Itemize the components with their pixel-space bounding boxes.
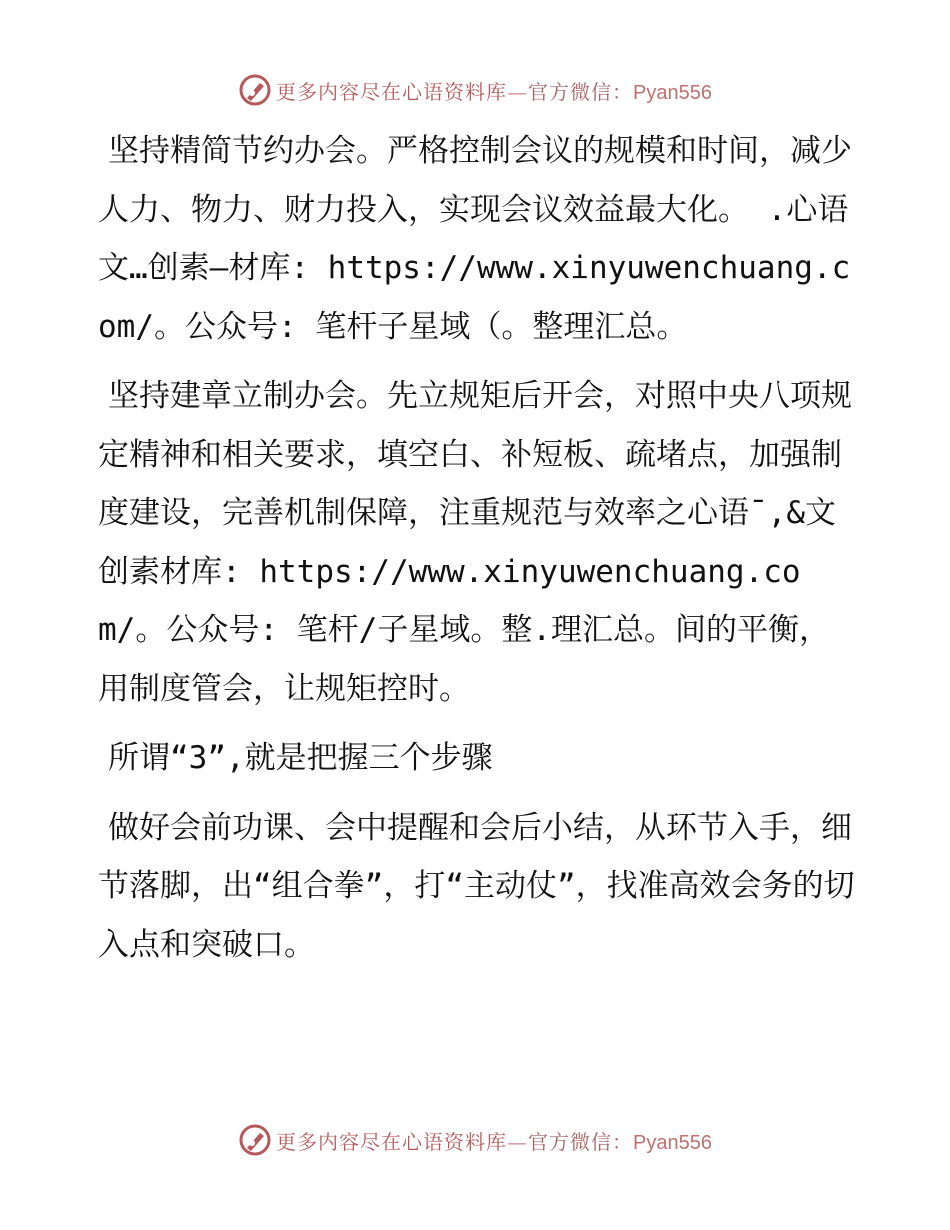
header-banner-main: 更多内容尽在心语资料库 [276,79,508,104]
pen-seal-icon [238,73,272,107]
header-watermark-banner [0,68,950,112]
footer-banner-main: 更多内容尽在心语资料库 [276,1129,508,1154]
header-banner-wechat: 官方微信： [528,79,634,104]
footer-banner-text [276,1126,712,1155]
paragraph-3: 所谓“3”,就是把握三个步骤 [108,740,493,776]
header-banner-text [276,76,712,105]
header-banner-id: Pyan556 [633,81,712,104]
footer-banner-id: Pyan556 [633,1131,712,1154]
header-banner-dash: — [507,79,529,104]
paragraph-4: 做好会前功课、会中提醒和会后小结，从环节入手，细节落脚，出“组合拳”，打“主动仗”，找准高效会务的切入点和突破口。 [98,809,855,963]
pen-seal-icon [238,1123,272,1157]
paragraph-2: 坚持建章立制办会。先立规矩后开会，对照中央八项规定精神和相关要求，填空白、补短板、疏堵点，加强制度建设，完善机制保障，注重规范与效率之心语¯,&文创素材库: https://www.xinyuwenchuang.com/。公众号: 笔杆/子星域。整.理汇总。间的平衡，用制度管会，让规矩控时。 [98,378,852,707]
footer-banner-dash: — [507,1129,529,1154]
footer-banner-wechat: 官方微信： [528,1129,634,1154]
paragraph-1: 坚持精简节约办会。严格控制会议的规模和时间，减少人力、物力、财力投入，实现会议效益最大化。 .心语文…创素—材库: https://www.xinyuwenchuang.com/。公众号: 笔杆子星域（。整理汇总。 [98,133,852,345]
document-body [98,122,858,985]
footer-watermark-banner [0,1118,950,1162]
